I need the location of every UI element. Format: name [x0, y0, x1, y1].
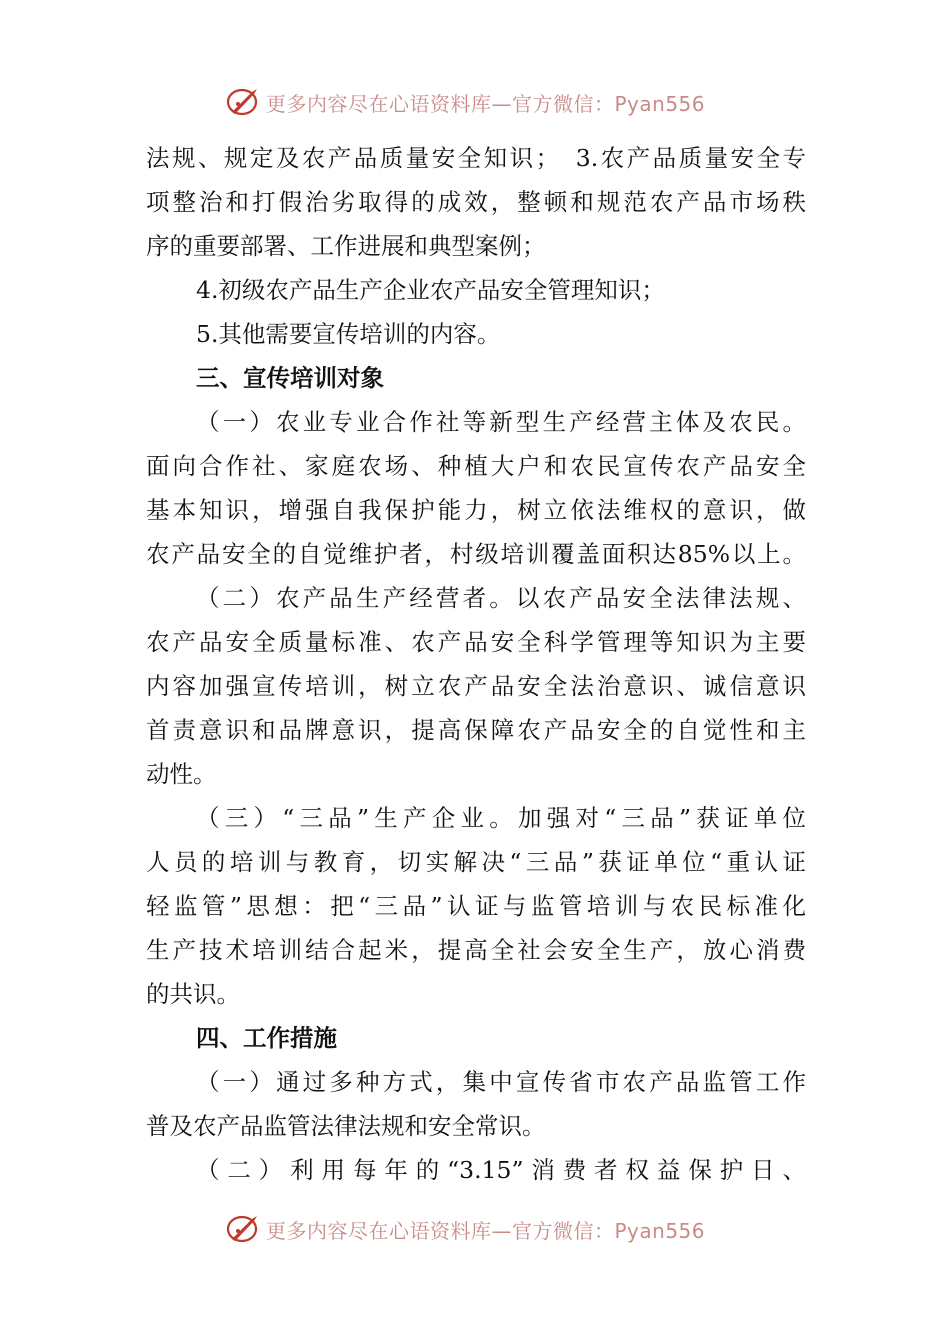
paragraph-line: （二）利用每年的“3.15”消费者权益保护日、	[196, 1156, 806, 1184]
paragraph-line: （一）通过多种方式，集中宣传省市农产品监管工作	[196, 1068, 806, 1096]
pen-logo-icon	[226, 84, 262, 120]
paragraph-line: 基本知识，增强自我保护能力，树立依法维权的意识，做	[146, 496, 806, 524]
paragraph-line: 人员的培训与教育，切实解决“三品”获证单位“重认证	[146, 848, 806, 876]
paragraph-line: 4.初级农产品生产企业农产品安全管理知识；	[196, 276, 665, 304]
pen-logo-icon	[226, 1211, 262, 1247]
paragraph-line: 的共识。	[146, 980, 240, 1008]
paragraph-line: 面向合作社、家庭农场、种植大户和农民宣传农产品安全	[146, 452, 806, 480]
paragraph-line: 法规、规定及农产品质量安全知识； 3.农产品质量安全专	[146, 144, 806, 172]
header-watermark	[226, 82, 726, 122]
footer-watermark	[226, 1209, 726, 1249]
paragraph-line: 普及农产品监管法律法规和安全常识。	[146, 1112, 546, 1140]
paragraph-line: 轻监管”思想：把“三品”认证与监管培训与农民标准化	[146, 892, 806, 920]
paragraph-line: 序的重要部署、工作进展和典型案例；	[146, 232, 546, 260]
paragraph-line: 5.其他需要宣传培训的内容。	[196, 320, 501, 348]
paragraph-line: 生产技术培训结合起米，提高全社会安全生产，放心消费	[146, 936, 806, 964]
paragraph-line: 内容加强宣传培训，树立农产品安全法治意识、诚信意识	[146, 672, 806, 700]
section-heading: 四、工作措施	[196, 1024, 337, 1052]
paragraph-line: （二）农产品生产经营者。以农产品安全法律法规、	[196, 584, 806, 612]
paragraph-line: （一）农业专业合作社等新型生产经营主体及农民。	[196, 408, 806, 436]
paragraph-line: 动性。	[146, 760, 217, 788]
paragraph-line: 项整治和打假治劣取得的成效，整顿和规范农产品市场秩	[146, 188, 806, 216]
section-heading: 三、宣传培训对象	[196, 364, 384, 392]
paragraph-line: 农产品安全的自觉维护者，村级培训覆盖面积达85%以上。	[146, 540, 806, 568]
paragraph-line: 首责意识和品牌意识，提高保障农产品安全的自觉性和主	[146, 716, 806, 744]
paragraph-line: （三）“三品”生产企业。加强对“三品”获证单位	[196, 804, 806, 832]
paragraph-line: 农产品安全质量标准、农产品安全科学管理等知识为主要	[146, 628, 806, 656]
watermark-text: 更多内容尽在心语资料库—官方微信：Pyan556	[266, 1218, 706, 1243]
watermark-text: 更多内容尽在心语资料库—官方微信：Pyan556	[266, 91, 706, 116]
